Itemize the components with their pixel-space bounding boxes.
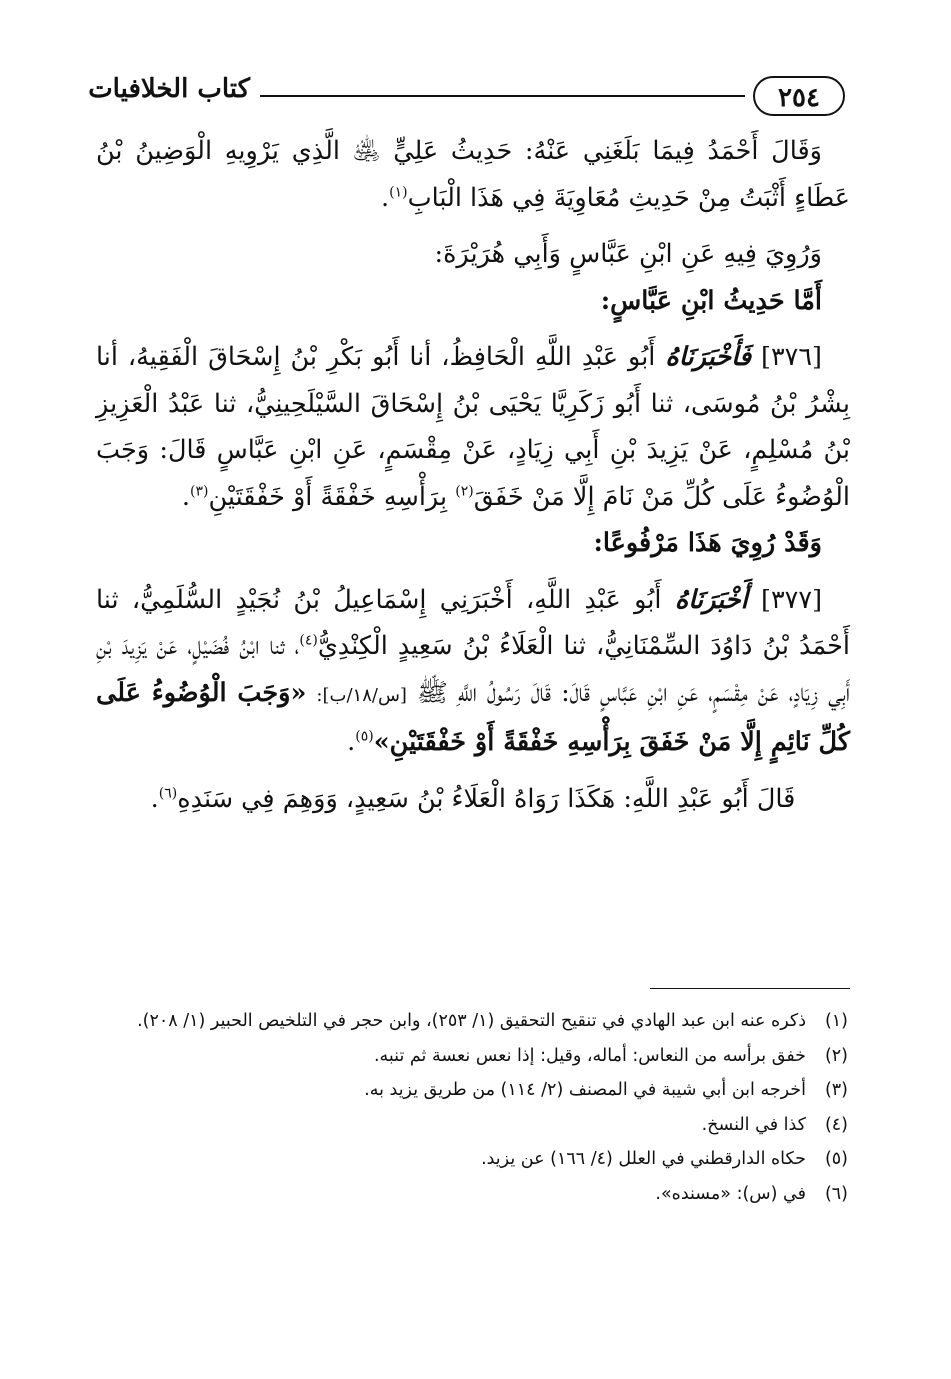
- footnote-ref-2: (٢): [455, 483, 474, 499]
- footnote-text: كذا في النسخ.: [701, 1114, 806, 1135]
- page-header: [88, 70, 845, 122]
- footnote-number: (٣): [824, 1080, 848, 1100]
- paragraph-end: .: [181, 481, 191, 512]
- footnote-number: (٥): [824, 1149, 848, 1169]
- book-title: كتاب الخلافيات: [88, 74, 250, 104]
- footnote-item: [100, 1177, 848, 1212]
- footnote-ref-4: (٤): [299, 632, 318, 649]
- hadith-text-cont: بِرَأْسِهِ خَفْقَةً أَوْ خَفْقَتَيْنِ: [208, 481, 448, 512]
- footnote-item: [100, 1108, 848, 1143]
- hadith-377: [96, 577, 850, 766]
- footnote-text: حكاه الدارقطني في العلل (٤/ ١٦٦) عن يزيد.: [481, 1149, 806, 1169]
- footnote-item: [100, 1073, 848, 1108]
- heading-text: وَقَدْ رُوِيَ هَذَا مَرْفُوعًا:: [593, 528, 822, 558]
- footnote-item: [100, 1142, 848, 1177]
- akhbarana-word: فَأَخْبَرَنَاهُ: [665, 342, 752, 372]
- heading-text: أَمَّا حَدِيثُ ابْنِ عَبَّاسٍ:: [600, 285, 822, 316]
- prophetic-statement: «وَجَبَ الْوُضُوءُ عَلَى كُلِّ نَائِمٍ إِلَّا مَنْ خَفَقَ بِرَأْسِهِ خَفْقَةً أَوْ خَفْقَتَيْنِ»: [96, 677, 850, 757]
- paragraph-narrations: [96, 231, 850, 278]
- footnote-number: (٢): [824, 1045, 848, 1066]
- footnote-text: في (س): «مسنده».: [655, 1183, 806, 1204]
- footnote-separator: [650, 988, 850, 989]
- footnote-ref-1: (١): [389, 184, 408, 200]
- section-heading-ibn-abbas: [96, 278, 850, 325]
- paragraph-end: .: [381, 182, 390, 213]
- paragraph-text: وَرُوِيَ فِيهِ عَنِ ابْنِ عَبَّاسٍ وَأَبِي هُرَيْرَةَ:: [434, 239, 822, 269]
- main-text: [96, 128, 850, 822]
- footnote-number: (١): [824, 1011, 848, 1031]
- footnote-text: ذكره عنه ابن عبد الهادي في تنقيح التحقيق (١/ ٢٥٣)، وابن حجر في التلخيص الحبير (١/ ٢٠٨).: [137, 1011, 806, 1031]
- footnote-text: خفق برأسه من النعاس: أماله، وقيل: إذا نعس نعسة ثم تنبه.: [373, 1045, 806, 1066]
- hadith-text: أَبُو عَبْدِ اللَّهِ، أَخْبَرَنِي إِسْمَاعِيلُ بْنُ نُجَيْدٍ السُّلَمِيُّ، ثنا أَحْمَدُ بْنُ دَاوُدَ السِّمْنَانِيُّ، ثنا الْعَلَاءُ بْنُ سَعِيدٍ الْكِنْدِيُّ: [96, 584, 850, 661]
- footnote-item: [100, 1004, 848, 1039]
- header-rule: [260, 95, 745, 97]
- footnotes: [100, 1004, 848, 1211]
- manuscript-marker: [س/١٨/ب]:: [316, 684, 407, 706]
- footnote-number: (٦): [824, 1183, 848, 1204]
- paragraph-comment: [96, 776, 850, 823]
- hadith-number: [٣٧٧]: [761, 584, 823, 615]
- hadith-number: [٣٧٦]: [761, 342, 822, 372]
- akhbarana-word: أَخْبَرَنَاهُ: [674, 584, 748, 615]
- footnote-ref-6: (٦): [158, 785, 178, 801]
- footnote-item: [100, 1039, 848, 1074]
- hadith-text-cont: ، ثنا ابْنُ فُضَيْلٍ، عَنْ يَزِيدَ بْنِ أَبِي زِيَادٍ، عَنْ مِقْسَمٍ، عَنِ ابْنِ عَبَّاسٍ قَالَ: قَالَ رَسُولُ اللَّهِ ﷺ: [96, 631, 851, 708]
- page-number: ٢٥٤: [753, 76, 845, 116]
- paragraph-end: .: [150, 783, 159, 814]
- section-heading-marfu: [96, 520, 850, 567]
- hadith-text: أَبُو عَبْدِ اللَّهِ الْحَافِظُ، أنا أَبُو بَكْرِ بْنُ إِسْحَاقَ الْفَقِيهُ، أنا بِشْرُ بْنُ مُوسَى، ثنا أَبُو زَكَرِيَّا يَحْيَى بْنُ إِسْحَاقَ السَّيْلَحِينِيُّ، ثنا عَبْدُ الْعَزِيزِ بْنُ مُسْلِمٍ، عَنْ يَزِيدَ بْنِ أَبِي زِيَادٍ، عَنْ مِقْسَمٍ، عَنِ ابْنِ عَبَّاسٍ قَالَ: وَجَبَ الْوُضُوءُ عَلَى كُلِّ مَنْ نَامَ إِلَّا مَنْ خَفَقَ: [96, 342, 850, 512]
- hadith-376: [96, 334, 850, 520]
- footnote-text: أخرجه ابن أبي شيبة في المصنف (٢/ ١١٤) من طريق يزيد به.: [364, 1080, 806, 1100]
- paragraph-end: .: [347, 727, 356, 757]
- paragraph-text: قَالَ أَبُو عَبْدِ اللَّهِ: هَكَذَا رَوَاهُ الْعَلَاءُ بْنُ سَعِيدٍ، وَوَهِمَ فِي سَنَدِهِ: [177, 783, 796, 814]
- paragraph-ahmad-statement: [96, 128, 850, 221]
- paragraph-text: وَقَالَ أَحْمَدُ فِيمَا بَلَغَنِي عَنْهُ: حَدِيثُ عَلِيٍّ ﵁ الَّذِي يَرْوِيهِ الْوَضِينُ بْنُ عَطَاءٍ أَثْبَتُ مِنْ حَدِيثِ مُعَاوِيَةَ فِي هَذَا الْبَابِ: [96, 136, 850, 213]
- footnote-ref-3: (٣): [190, 483, 209, 499]
- footnote-number: (٤): [824, 1114, 848, 1135]
- footnote-ref-5: (٥): [355, 728, 374, 745]
